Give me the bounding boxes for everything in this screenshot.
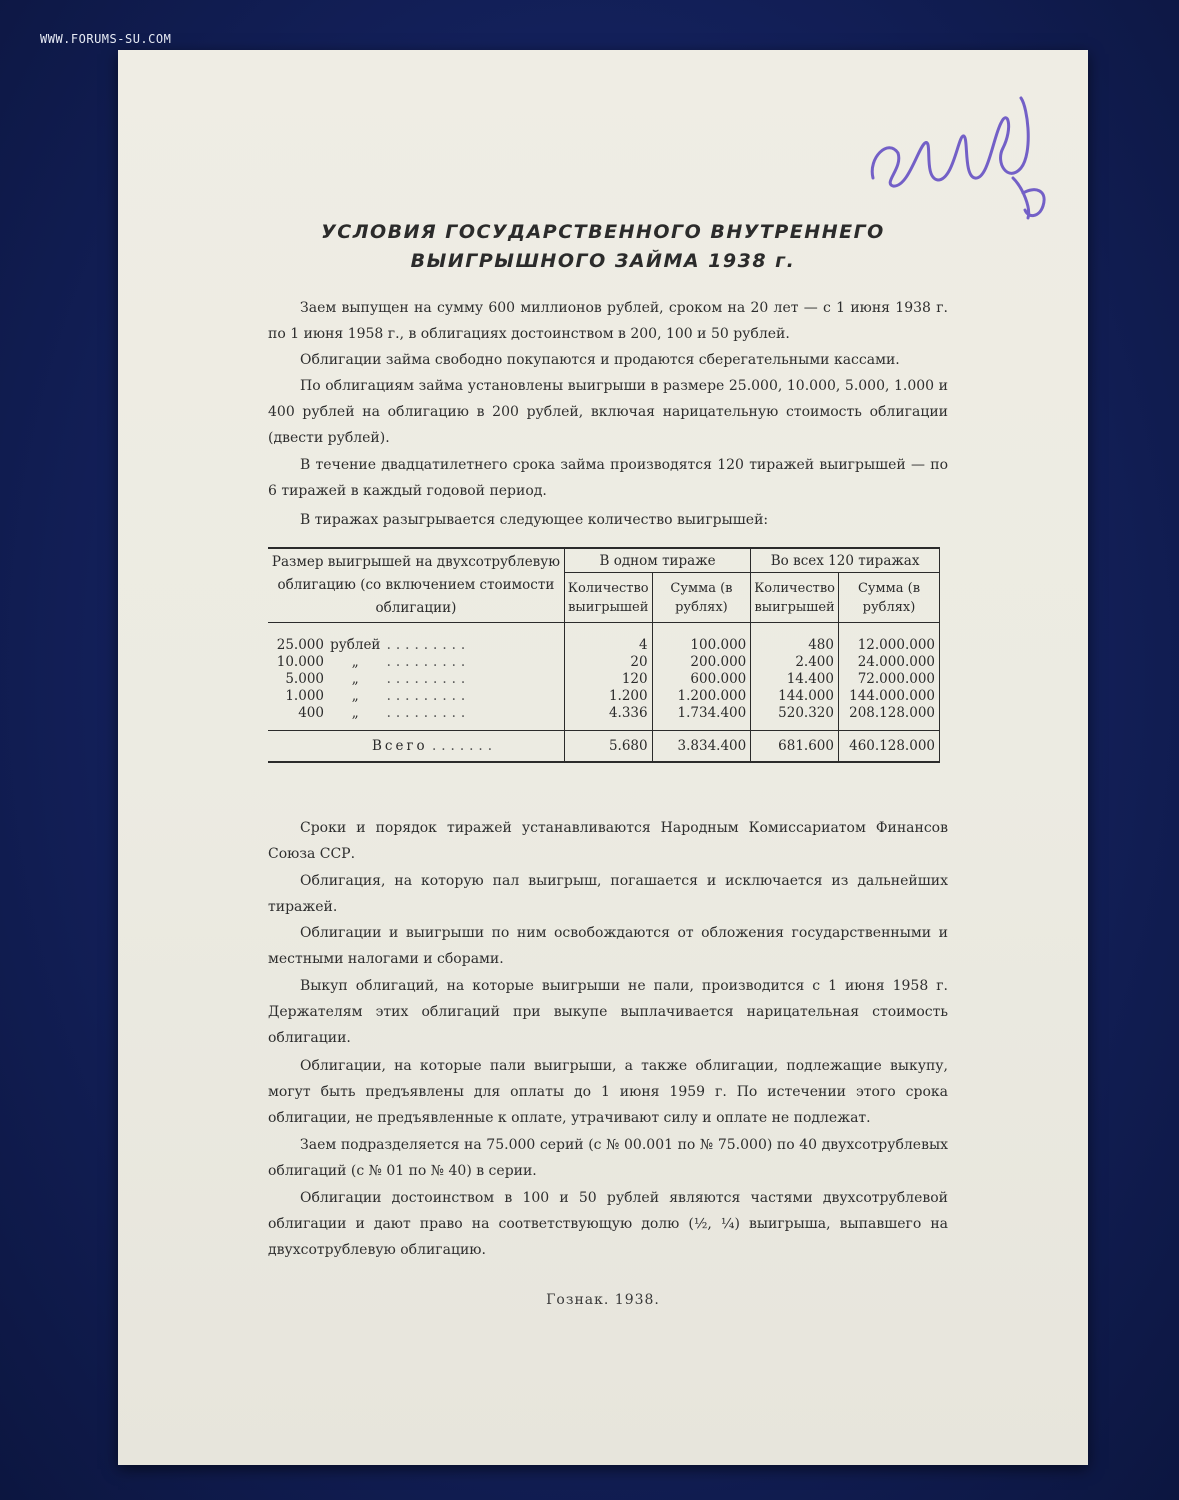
body-paragraph-7: Облигации достоинством в 100 и 50 рублей являются частями двухсотрублевой облигации и дают право на соответствующую долю (½, ¼) выигрыша, выпавшего на двухсотрублевую облигацию. — [268, 1190, 948, 1258]
printer-imprint: Гознак. 1938. — [546, 1292, 660, 1308]
header-all-draws: Во всех 120 тиражах — [751, 548, 940, 573]
header-sum-one: Сумма (в рублях) — [652, 573, 751, 623]
all-count: 144.000 — [751, 688, 839, 705]
header-sum-all: Сумма (в рублях) — [838, 573, 939, 623]
intro-paragraph-5: В тиражах разыгрывается следующее количество выигрышей: — [300, 512, 769, 528]
table-row: 25.000 рублей ......... 4 100.000 480 12.000.000 — [268, 623, 940, 655]
one-count: 1.200 — [564, 688, 652, 705]
intro-paragraph-1: Заем выпущен на сумму 600 миллионов рублей, сроком на 20 лет — с 1 июня 1938 г. по 1 июня 1958 г., в облигациях достоинством в 200, 100 и 50 рублей. — [268, 300, 948, 342]
prize-amount: 1.000 — [285, 688, 324, 704]
prize-amount: 10.000 — [276, 654, 324, 670]
intro-paragraph-3: По облигациям займа установлены выигрыши в размере 25.000, 10.000, 5.000, 1.000 и 400 рублей на облигацию в 200 рублей, включая нарицательную стоимость облигации (двести рублей). — [268, 378, 948, 446]
ditto-mark: „ — [351, 671, 359, 687]
ditto-mark: „ — [351, 654, 359, 670]
one-count: 4 — [564, 623, 652, 655]
all-count: 520.320 — [751, 705, 839, 731]
one-sum: 100.000 — [652, 623, 751, 655]
header-count-one: Количество выигрышей — [564, 573, 652, 623]
table-row: 5.000 „ ......... 120 600.000 14.400 72.000.000 — [268, 671, 940, 688]
one-count: 20 — [564, 654, 652, 671]
one-sum: 1.734.400 — [652, 705, 751, 731]
prize-amount: 400 — [298, 705, 324, 721]
winnings-table — [268, 547, 940, 763]
one-count: 120 — [564, 671, 652, 688]
all-count: 14.400 — [751, 671, 839, 688]
all-sum: 208.128.000 — [838, 705, 939, 731]
document-title — [118, 218, 1088, 276]
all-count: 2.400 — [751, 654, 839, 671]
header-count-all: Количество выигрышей — [751, 573, 839, 623]
body-paragraph-5: Облигации, на которые пали выигрыши, а также облигации, подлежащие выкупу, могут быть предъявлены для оплаты до 1 июня 1959 г. По истечении этого срока облигации, не предъявленные к оплате, утрачивают силу и оплате не подлежат. — [268, 1058, 948, 1126]
table-row: 10.000 „ ......... 20 200.000 2.400 24.000.000 — [268, 654, 940, 671]
table-row: 400 „ ......... 4.336 1.734.400 520.320 208.128.000 — [268, 705, 940, 731]
ditto-mark: „ — [351, 688, 359, 704]
prize-unit: рублей — [330, 637, 381, 653]
one-sum: 1.200.000 — [652, 688, 751, 705]
document-sheet — [118, 50, 1088, 1465]
one-sum: 200.000 — [652, 654, 751, 671]
header-size: Размер выигрышей на двухсотрублевую облигацию (со включением стоимости облигации) — [268, 548, 564, 623]
all-sum: 24.000.000 — [838, 654, 939, 671]
body-paragraph-3: Облигации и выигрыши по ним освобождаются от обложения государственными и местными налогами и сборами. — [268, 925, 948, 967]
total-all-sum: 460.128.000 — [838, 731, 939, 763]
total-label: Всего — [372, 738, 428, 754]
header-one-draw: В одном тираже — [564, 548, 750, 573]
total-all-count: 681.600 — [751, 731, 839, 763]
table-row: 1.000 „ ......... 1.200 1.200.000 144.000 144.000.000 — [268, 688, 940, 705]
prize-amount: 25.000 — [276, 637, 324, 653]
all-sum: 72.000.000 — [838, 671, 939, 688]
title-line-1: УСЛОВИЯ ГОСУДАРСТВЕННОГО ВНУТРЕННЕГО — [321, 221, 885, 243]
prize-amount: 5.000 — [285, 671, 324, 687]
intro-paragraph-2: Облигации займа свободно покупаются и продаются сберегательными кассами. — [300, 352, 900, 368]
one-sum: 600.000 — [652, 671, 751, 688]
one-count: 4.336 — [564, 705, 652, 731]
ditto-mark: „ — [351, 705, 359, 721]
all-count: 480 — [751, 623, 839, 655]
all-sum: 144.000.000 — [838, 688, 939, 705]
all-sum: 12.000.000 — [838, 623, 939, 655]
total-one-count: 5.680 — [564, 731, 652, 763]
table-total-row: Всего ....... 5.680 3.834.400 681.600 460.128.000 — [268, 731, 940, 763]
watermark: WWW.FORUMS-SU.COM — [40, 32, 172, 46]
title-line-2: ВЫИГРЫШНОГО ЗАЙМА 1938 г. — [410, 250, 796, 272]
body-paragraph-2: Облигация, на которую пал выигрыш, погашается и исключается из дальнейших тиражей. — [268, 873, 948, 915]
body-paragraph-1: Сроки и порядок тиражей устанавливаются Народным Комиссариатом Финансов Союза ССР. — [268, 820, 948, 862]
handwritten-signature — [863, 68, 1073, 228]
body-paragraph-4: Выкуп облигаций, на которые выигрыши не пали, производится с 1 июня 1958 г. Держателям этих облигаций при выкупе выплачивается нарицательная стоимость облигации. — [268, 978, 948, 1046]
body-paragraph-6: Заем подразделяется на 75.000 серий (с № 00.001 по № 75.000) по 40 двухсотрублевых облигаций (с № 01 по № 40) в серии. — [268, 1137, 948, 1179]
intro-paragraph-4: В течение двадцатилетнего срока займа производятся 120 тиражей выигрышей — по 6 тиражей в каждый годовой период. — [268, 457, 948, 499]
total-one-sum: 3.834.400 — [652, 731, 751, 763]
